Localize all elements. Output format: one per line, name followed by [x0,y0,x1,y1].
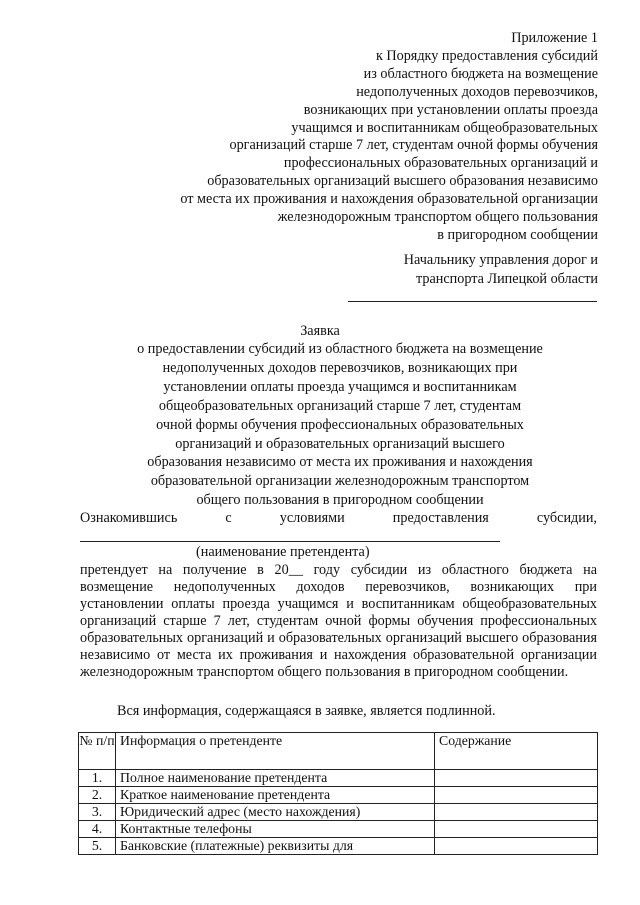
applicant-info-table [78,732,598,855]
annex-line: образовательных организаций высшего образования независимо [207,173,598,190]
authenticity-statement: Вся информация, содержащаяся в заявке, является подлинной. [117,703,496,719]
row-content[interactable] [435,804,598,821]
acq-word: условиями [279,510,345,526]
row-info: Банковские (платежные) реквизиты для [116,838,435,855]
subtitle-line: общего пользования в пригородном сообщении [196,492,484,509]
row-num: 4. [79,821,116,838]
annex-line: железнодорожным транспортом общего пользования [277,209,598,226]
acq-word: субсидии, [536,510,597,526]
subtitle-line: образования независимо от места их проживания и нахождения [147,454,533,471]
application-subtitle [90,340,590,510]
annex-line: профессиональных образовательных организаций и [283,155,598,172]
row-info: Юридический адрес (место нахождения) [116,804,435,821]
applicant-name-field-line[interactable] [80,541,500,542]
acq-word: Ознакомившись [80,510,178,526]
table-row [79,821,598,838]
row-info: Контактные телефоны [116,821,435,838]
annex-line: к Порядку предоставления субсидий [375,47,598,64]
annex-line: Приложение 1 [511,30,598,46]
row-info: Краткое наименование претендента [116,787,435,804]
acq-word: с [225,510,232,526]
subtitle-line: общеобразовательных организаций старше 7 лет, студентам [158,397,522,414]
subtitle-line: очной формы обучения профессиональных образовательных [156,416,524,433]
row-num: 1. [79,770,116,787]
row-content[interactable] [435,838,598,855]
subtitle-line: организаций и образовательных организаций высшего [175,435,505,452]
acquaintance-line [80,510,597,527]
acq-word: предоставления [392,510,489,526]
addressee-line-2: транспорта Липецкой области [416,271,598,287]
row-num: 3. [79,804,116,821]
row-info: Полное наименование претендента [116,770,435,787]
annex-header [128,30,598,245]
header-num: № п/п [79,733,116,770]
header-content: Содержание [435,733,598,770]
row-num: 5. [79,838,116,855]
annex-line: из областного бюджета на возмещение [363,65,598,82]
row-content[interactable] [435,821,598,838]
table-row [79,838,598,855]
addressee-block [404,251,598,289]
annex-line: учащимся и воспитанникам общеобразовательных [291,119,598,136]
subtitle-line: недополученных доходов перевозчиков, возникающих при [162,359,518,376]
annex-line: организаций старше 7 лет, студентам очной формы обучения [229,137,598,154]
application-title: Заявка [300,323,340,339]
addressee-signature-line [348,301,597,302]
row-content[interactable] [435,770,598,787]
applicant-name-caption: (наименование претендента) [196,544,370,560]
subtitle-line: образовательной организации железнодорожным транспортом [150,473,530,490]
row-num: 2. [79,787,116,804]
annex-line: от места их проживания и нахождения образовательной организации [180,191,598,208]
table-row [79,804,598,821]
table-row [79,787,598,804]
subtitle-line: установлении оплаты проезда учащимся и воспитанникам [163,378,517,395]
annex-line: в пригородном сообщении [437,226,598,243]
row-content[interactable] [435,787,598,804]
annex-line: возникающих при установлении оплаты проезда [303,101,598,118]
header-info: Информация о претенденте [116,733,435,770]
addressee-line-1: Начальнику управления дорог и [403,252,598,268]
subtitle-line: о предоставлении субсидий из областного бюджета на возмещение [137,341,543,357]
table-header-row [79,733,598,770]
annex-line: недополученных доходов перевозчиков, [356,83,598,100]
application-paragraph: претендует на получение в 20__ году субсидии из областного бюджета на возмещение недополученных доходов перевозчиков, возникающих при установлении оплаты проезда учащимся и воспитанникам общеобразовательных организаций старше 7 лет, студентам очной формы обучения профессиональных образовательных организаций и образовательных организаций высшего образования независимо от места их проживания и нахождения образовательной организации железнодорожным транспортом общего пользования в пригородном сообщении. [80,562,597,680]
table-row [79,770,598,787]
